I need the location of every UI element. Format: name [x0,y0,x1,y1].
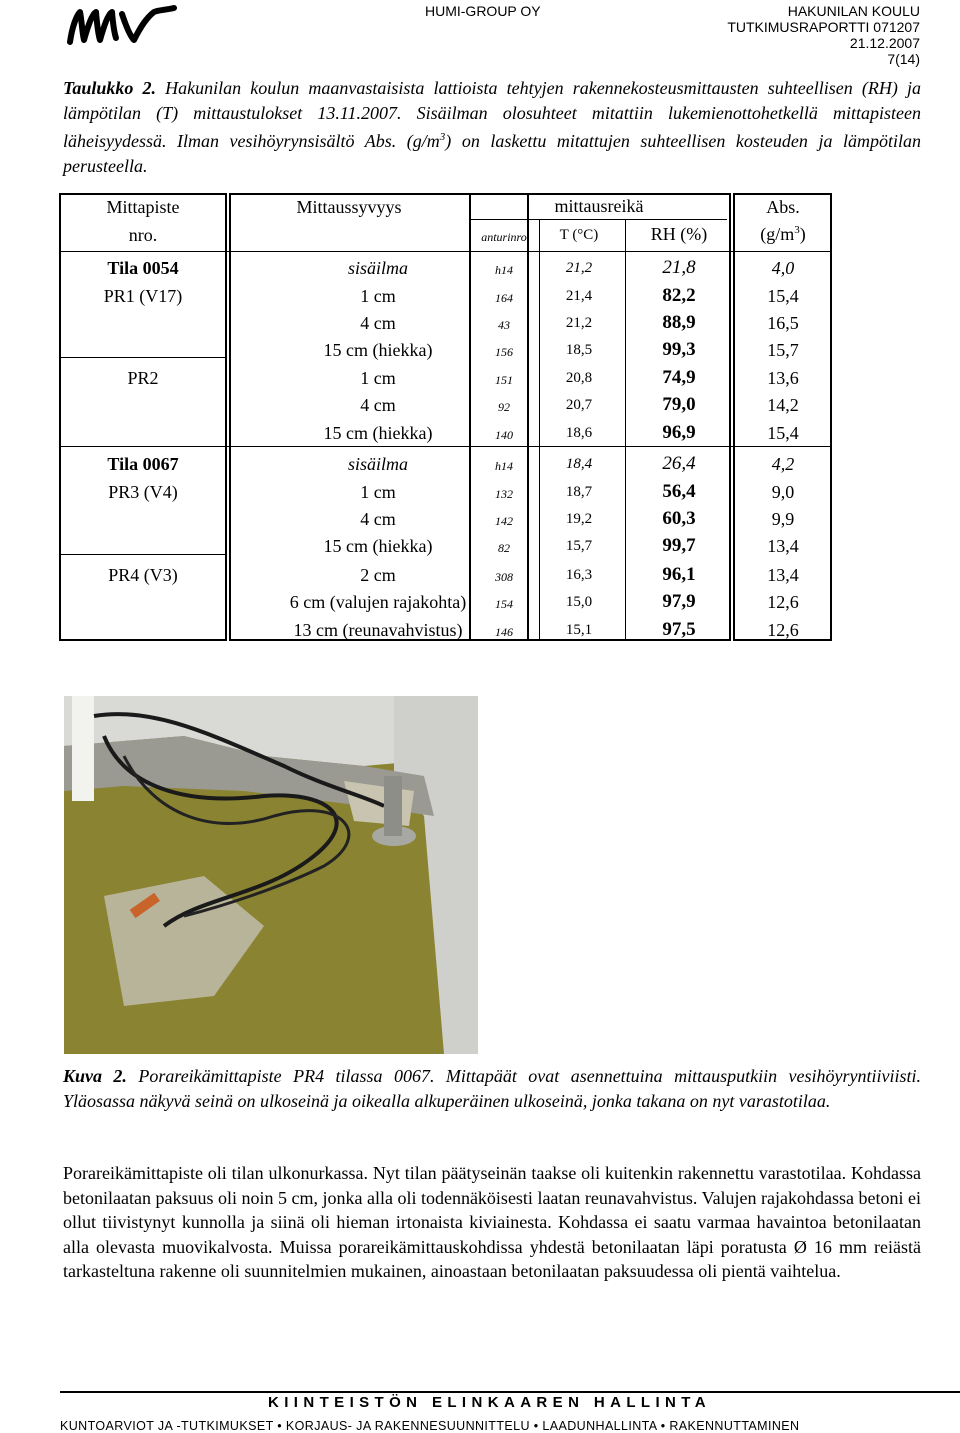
cell-abs: 4,2 [771,454,795,474]
header-report: TUTKIMUSRAPORTTI 071207 [727,19,920,35]
cell-sensor: 308 [495,570,513,584]
cell-depth: 15 cm (hiekka) [323,340,433,360]
cell-depth: 4 cm [360,509,396,529]
cell-temp: 15,0 [565,594,593,610]
cell-sensor: 140 [495,428,513,442]
cell-abs: 16,5 [767,313,799,333]
cell-abs: 9,9 [771,509,795,529]
cell-depth: sisäilma [347,454,408,474]
cell-rh: 96,9 [662,422,696,443]
photo-measurement-point [64,696,478,1054]
header-rh: RH (%) [650,224,708,244]
cell-sensor: 164 [495,291,513,305]
cell-temp: 20,8 [565,370,593,386]
header-point-nro: nro. [128,225,158,245]
cell-rh: 96,1 [662,564,696,585]
header-project: HAKUNILAN KOULU [787,3,920,19]
cell-abs: 9,0 [771,482,795,502]
cell-depth: sisäilma [347,258,408,278]
cell-point: PR4 (V3) [108,565,178,585]
cell-depth: 2 cm [360,565,396,585]
header-temp: T (°C) [559,227,599,243]
table-caption-text-2: ) on laskettu mitattujen suhteellisen kosteuden ja lämpötilan perusteella. [63,131,921,176]
cell-temp: 15,1 [565,622,593,638]
cell-point: PR1 (V17) [103,286,183,306]
header-date: 21.12.2007 [849,35,920,51]
cell-sensor: 154 [495,597,513,611]
cell-depth: 6 cm (valujen rajakohta) [289,592,467,612]
cell-abs: 15,7 [767,340,799,360]
cell-rh: 74,9 [662,367,696,388]
cell-temp: 15,7 [565,538,593,554]
cell-point: Tila 0067 [107,454,179,474]
footer-title: KIINTEISTÖN ELINKAAREN HALLINTA [268,1394,711,1411]
cell-depth: 13 cm (reunavahvistus) [293,620,463,640]
cell-rh: 26,4 [662,453,696,474]
header-abs: Abs. [766,197,800,217]
figure-caption-text: Porareikämittapiste PR4 tilassa 0067. Mittapäät ovat asennettuina mittausputkiin vesihöyryntiiviisti. Yläosassa näkyvä seinä on ulkoseinä ja oikealla alkuperäinen ulkoseinä, jonka takana on nyt varastotilaa. [63,1066,921,1111]
cell-rh: 99,7 [662,535,696,556]
cell-abs: 4,0 [771,258,795,278]
figure-caption [63,1064,921,1113]
header-abs-unit [734,224,832,245]
header-divider [59,251,832,252]
cell-point: Tila 0054 [107,258,179,278]
cell-depth: 1 cm [360,482,396,502]
cell-temp: 20,7 [565,397,593,413]
table-caption-text: Hakunilan koulun maanvastaisista lattioista tehtyjen rakennekosteusmittausten suhteellisen (RH) ja lämpötilan (T) mittaustulokset 13.11.2007. Sisäilman olosuhteet mitattiin lukemienottohetkellä mittapisteen läheisyydessä. Ilman vesihöyrynsisältö Abs. (g/m [63,78,921,151]
figure-caption-label: Kuva 2. [63,1066,127,1086]
header-info [727,3,920,67]
cell-sensor: h14 [495,459,513,473]
footer-services: KUNTOARVIOT JA -TUTKIMUKSET • KORJAUS- JA RAKENNESUUNNITTELU • LAADUNHALLINTA • RAKENNUTTAMINEN [60,1419,800,1433]
cell-sensor: 43 [498,318,510,332]
cell-sensor: 132 [495,487,513,501]
cell-temp: 21,4 [565,288,593,304]
section-divider [59,446,832,447]
cell-temp: 18,6 [565,425,593,441]
cell-rh: 97,5 [662,619,696,640]
body-paragraph: Porareikämittapiste oli tilan ulkonurkassa. Nyt tilan päätyseinän taakse oli kuitenkin rakennettu varastotilaa. Kohdassa betonilaatan paksuus oli noin 5 cm, jonka alla oli todennäköisesti laatan reunavahvistus. Valujen rajakohdassa betoni ei ollut tiivistynyt kunnolla ja siinä oli hieman irtonaista kiviainesta. Kohdassa ei saatu varmaa havaintoa betonilaatan alla olevasta muovikalvosta. Muissa porareikämittauskohdissa yhdestä betonilaatan läpi poratusta Ø 16 mm reiästä tarkasteltuna rakenne oli suunnitelmien mukainen, ainoastaan betonilaatan paksuudessa oli pientä vaihtelua. [63,1163,921,1281]
cell-abs: 12,6 [767,620,799,640]
cell-sensor: 156 [495,345,513,359]
cell-sensor: 151 [495,373,513,387]
cell-abs: 12,6 [767,592,799,612]
cell-temp: 18,7 [565,484,593,500]
cell-temp: 18,4 [565,456,593,472]
cell-rh: 21,8 [662,257,696,278]
cell-depth: 15 cm (hiekka) [323,423,433,443]
cell-depth: 1 cm [360,368,396,388]
cell-abs: 13,4 [767,536,799,556]
point-divider-2 [59,554,227,555]
cell-sensor: h14 [495,263,513,277]
cell-temp: 21,2 [565,315,593,331]
point-divider-1 [59,357,227,358]
group-divider [471,219,727,220]
cell-rh: 79,0 [662,394,696,415]
cell-rh: 60,3 [662,508,696,529]
cell-point: PR2 [127,368,159,388]
header-sensor: anturinro [481,230,527,244]
footer-rule [60,1391,960,1393]
header-page: 7(14) [887,51,920,67]
cell-abs: 13,6 [767,368,799,388]
cell-temp: 16,3 [565,567,593,583]
cell-sensor: 146 [495,625,513,639]
cell-sensor: 142 [495,514,513,528]
header-point: Mittapiste [106,197,180,217]
abs-unit-text: (g/m [760,224,795,244]
cell-rh: 97,9 [662,591,696,612]
abs-unit-sup: 3 [794,224,800,236]
cell-depth: 4 cm [360,313,396,333]
measurement-table [59,193,832,641]
cell-abs: 15,4 [767,423,799,443]
table-caption [63,76,921,178]
cell-abs: 15,4 [767,286,799,306]
cell-rh: 99,3 [662,339,696,360]
cell-abs: 13,4 [767,565,799,585]
header-hole: mittausreikä [554,196,644,216]
cell-rh: 56,4 [662,481,696,502]
cell-depth: 4 cm [360,395,396,415]
table-caption-label: Taulukko 2. [63,78,156,98]
cell-point: PR3 (V4) [108,482,178,502]
header-company: HUMI-GROUP OY [425,3,541,19]
table-caption-sup: 3 [439,131,446,143]
cell-depth: 15 cm (hiekka) [323,536,433,556]
cell-sensor: 82 [498,541,510,555]
cell-rh: 88,9 [662,312,696,333]
cell-temp: 19,2 [565,511,593,527]
cell-rh: 82,2 [662,285,696,306]
header-depth: Mittaussyvyys [296,197,402,217]
abs-unit-close: ) [799,224,806,244]
cell-depth: 1 cm [360,286,396,306]
cell-temp: 18,5 [565,342,593,358]
cell-sensor: 92 [498,400,510,414]
cell-abs: 14,2 [767,395,799,415]
company-logo [66,4,178,48]
cell-temp: 21,2 [565,260,593,276]
